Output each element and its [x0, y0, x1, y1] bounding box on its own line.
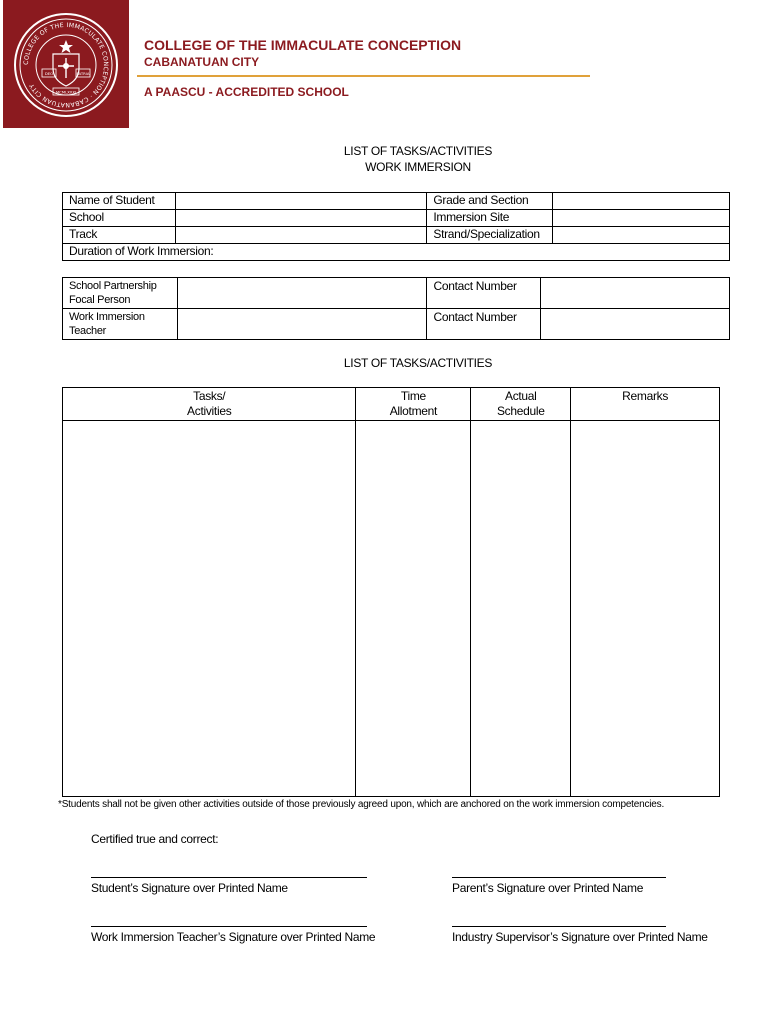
table-row	[63, 193, 730, 210]
focal-contact-label: Contact Number	[427, 278, 541, 309]
grade-section-field[interactable]	[553, 193, 730, 210]
tasks-title: LIST OF TASKS/ACTIVITIES	[343, 356, 493, 370]
student-info-table	[62, 192, 730, 261]
name-of-student-field[interactable]	[175, 193, 427, 210]
seal-motto-right: PATRIA	[76, 71, 90, 76]
form-subtitle: WORK IMMERSION	[365, 160, 471, 174]
name-of-student-label: Name of Student	[63, 193, 176, 210]
grade-section-label: Grade and Section	[427, 193, 553, 210]
immersion-site-field[interactable]	[553, 210, 730, 227]
teacher-signature-line[interactable]	[91, 926, 367, 927]
school-seal	[3, 0, 129, 128]
school-field[interactable]	[175, 210, 427, 227]
contacts-table	[62, 277, 730, 340]
time-field[interactable]	[356, 421, 471, 797]
col-time-header	[356, 388, 471, 421]
seal-ring-text: COLLEGE OF THE IMMACULATE CONCEPTION · CABANATUAN CITY	[22, 21, 110, 109]
footnote: *Students shall not be given other activities outside of those previously agreed upon, which are anchored on the work immersion competencies.	[58, 799, 665, 810]
remarks-field[interactable]	[571, 421, 720, 797]
school-city: CABANATUAN CITY	[144, 55, 260, 69]
strand-field[interactable]	[553, 227, 730, 244]
teacher-field[interactable]	[177, 309, 427, 340]
focal-contact-field[interactable]	[541, 278, 730, 309]
col-tasks-label: Tasks/ Activities	[187, 389, 232, 418]
table-row	[63, 244, 730, 261]
header-divider	[137, 75, 590, 77]
teacher-contact-field[interactable]	[541, 309, 730, 340]
parent-signature-label: Parent’s Signature over Printed Name	[452, 881, 644, 895]
seal-motto-left: DEO	[44, 71, 54, 76]
focal-person-label: School Partnership Focal Person	[63, 278, 178, 309]
teacher-signature-label: Work Immersion Teacher’s Signature over Printed Name	[91, 930, 376, 944]
duration-label[interactable]: Duration of Work Immersion:	[63, 244, 730, 261]
col-schedule-label: Actual Schedule	[496, 389, 545, 418]
col-remarks-label: Remarks	[622, 389, 669, 403]
table-row	[63, 421, 720, 797]
school-seal-icon	[13, 12, 119, 118]
parent-signature-line[interactable]	[452, 877, 666, 878]
table-row	[63, 309, 730, 340]
school-label: School	[63, 210, 176, 227]
student-signature-label: Student’s Signature over Printed Name	[91, 881, 288, 895]
col-schedule-header	[471, 388, 571, 421]
track-field[interactable]	[175, 227, 427, 244]
col-tasks-header	[63, 388, 356, 421]
table-row	[63, 227, 730, 244]
track-label: Track	[63, 227, 176, 244]
supervisor-signature-line[interactable]	[452, 926, 666, 927]
teacher-contact-label: Contact Number	[427, 309, 541, 340]
certified-label: Certified true and correct:	[91, 832, 219, 846]
supervisor-signature-label: Industry Supervisor’s Signature over Printed Name	[452, 930, 708, 944]
strand-label: Strand/Specialization	[427, 227, 553, 244]
teacher-label: Work Immersion Teacher	[63, 309, 178, 340]
school-name: COLLEGE OF THE IMMACULATE CONCEPTION	[144, 37, 462, 53]
tasks-table	[62, 387, 720, 797]
tasks-field[interactable]	[63, 421, 356, 797]
table-header-row	[63, 388, 720, 421]
form-title: LIST OF TASKS/ACTIVITIES	[343, 144, 493, 158]
immersion-site-label: Immersion Site	[427, 210, 553, 227]
seal-year: MCMLXXXI	[55, 89, 77, 95]
accreditation-label: A PAASCU - ACCREDITED SCHOOL	[144, 85, 349, 99]
table-row	[63, 278, 730, 309]
focal-person-field[interactable]	[177, 278, 427, 309]
col-time-label: Time Allotment	[389, 389, 438, 418]
schedule-field[interactable]	[471, 421, 571, 797]
col-remarks-header	[571, 388, 720, 421]
table-row	[63, 210, 730, 227]
student-signature-line[interactable]	[91, 877, 367, 878]
